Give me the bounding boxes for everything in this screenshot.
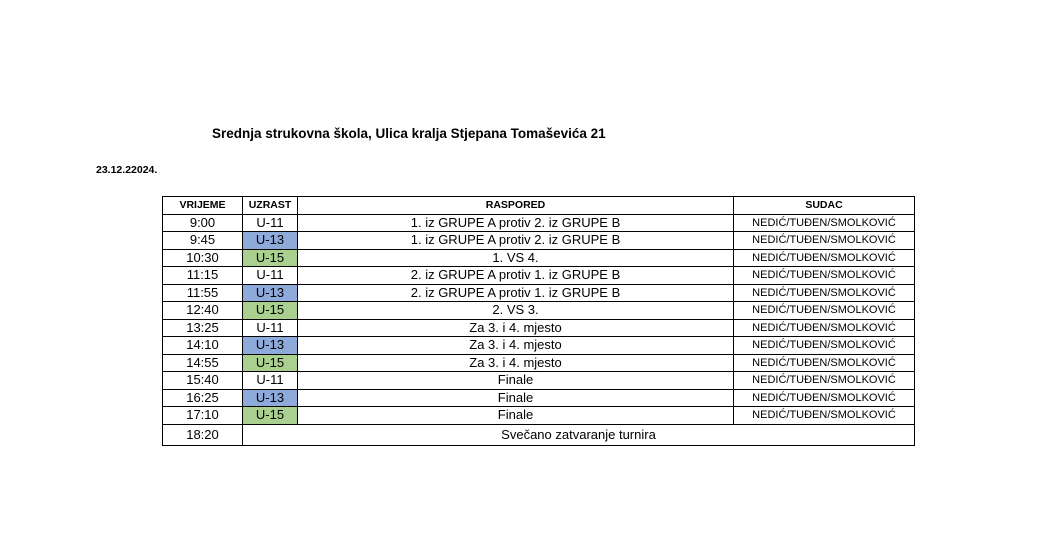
table-row (163, 337, 915, 355)
time-cell: 16:25 (163, 389, 243, 407)
time-cell: 9:45 (163, 232, 243, 250)
age-cell: U-13 (243, 284, 298, 302)
age-cell: U-15 (243, 249, 298, 267)
table-row (163, 214, 915, 232)
time-cell: 9:00 (163, 214, 243, 232)
age-cell: U-15 (243, 302, 298, 320)
schedule-table (162, 196, 915, 446)
time-cell: 17:10 (163, 407, 243, 425)
referee-cell: NEDIĆ/TUĐEN/SMOLKOVIĆ (734, 232, 915, 250)
referee-cell: NEDIĆ/TUĐEN/SMOLKOVIĆ (734, 302, 915, 320)
referee-cell: NEDIĆ/TUĐEN/SMOLKOVIĆ (734, 319, 915, 337)
referee-cell: NEDIĆ/TUĐEN/SMOLKOVIĆ (734, 372, 915, 390)
age-cell: U-13 (243, 337, 298, 355)
column-header-schedule: RASPORED (298, 197, 734, 215)
time-cell: 11:55 (163, 284, 243, 302)
age-cell: U-11 (243, 214, 298, 232)
document-title: Srednja strukovna škola, Ulica kralja Stjepana Tomaševića 21 (212, 126, 606, 141)
schedule-cell: 1. VS 4. (298, 249, 734, 267)
closing-row (163, 424, 915, 445)
referee-cell: NEDIĆ/TUĐEN/SMOLKOVIĆ (734, 249, 915, 267)
referee-cell: NEDIĆ/TUĐEN/SMOLKOVIĆ (734, 389, 915, 407)
age-cell: U-13 (243, 232, 298, 250)
age-cell: U-15 (243, 354, 298, 372)
table-row (163, 389, 915, 407)
referee-cell: NEDIĆ/TUĐEN/SMOLKOVIĆ (734, 407, 915, 425)
table-row (163, 267, 915, 285)
time-cell: 14:10 (163, 337, 243, 355)
table-row (163, 249, 915, 267)
table-row (163, 354, 915, 372)
table-row (163, 232, 915, 250)
schedule-cell: Za 3. i 4. mjesto (298, 337, 734, 355)
document-date: 23.12.22024. (96, 164, 158, 176)
schedule-cell: 1. iz GRUPE A protiv 2. iz GRUPE B (298, 214, 734, 232)
age-cell: U-15 (243, 407, 298, 425)
table-row (163, 407, 915, 425)
referee-cell: NEDIĆ/TUĐEN/SMOLKOVIĆ (734, 337, 915, 355)
column-header-age: UZRAST (243, 197, 298, 215)
referee-cell: NEDIĆ/TUĐEN/SMOLKOVIĆ (734, 267, 915, 285)
closing-ceremony-cell: Svečano zatvaranje turnira (243, 424, 915, 445)
table-row (163, 372, 915, 390)
time-cell: 12:40 (163, 302, 243, 320)
schedule-cell: Finale (298, 372, 734, 390)
time-cell: 10:30 (163, 249, 243, 267)
referee-cell: NEDIĆ/TUĐEN/SMOLKOVIĆ (734, 284, 915, 302)
time-cell: 11:15 (163, 267, 243, 285)
schedule-cell: Za 3. i 4. mjesto (298, 319, 734, 337)
column-header-referee: SUDAC (734, 197, 915, 215)
schedule-cell: Finale (298, 389, 734, 407)
schedule-cell: 2. iz GRUPE A protiv 1. iz GRUPE B (298, 284, 734, 302)
age-cell: U-11 (243, 372, 298, 390)
table-row (163, 319, 915, 337)
schedule-cell: 2. VS 3. (298, 302, 734, 320)
age-cell: U-11 (243, 267, 298, 285)
header-row (163, 197, 915, 215)
time-cell: 15:40 (163, 372, 243, 390)
schedule-body (163, 214, 915, 445)
column-header-time: VRIJEME (163, 197, 243, 215)
referee-cell: NEDIĆ/TUĐEN/SMOLKOVIĆ (734, 354, 915, 372)
table-row (163, 284, 915, 302)
schedule-cell: Finale (298, 407, 734, 425)
age-cell: U-13 (243, 389, 298, 407)
schedule-cell: Za 3. i 4. mjesto (298, 354, 734, 372)
table-row (163, 302, 915, 320)
schedule-cell: 1. iz GRUPE A protiv 2. iz GRUPE B (298, 232, 734, 250)
age-cell: U-11 (243, 319, 298, 337)
schedule-cell: 2. iz GRUPE A protiv 1. iz GRUPE B (298, 267, 734, 285)
time-cell: 18:20 (163, 424, 243, 445)
time-cell: 14:55 (163, 354, 243, 372)
referee-cell: NEDIĆ/TUĐEN/SMOLKOVIĆ (734, 214, 915, 232)
time-cell: 13:25 (163, 319, 243, 337)
